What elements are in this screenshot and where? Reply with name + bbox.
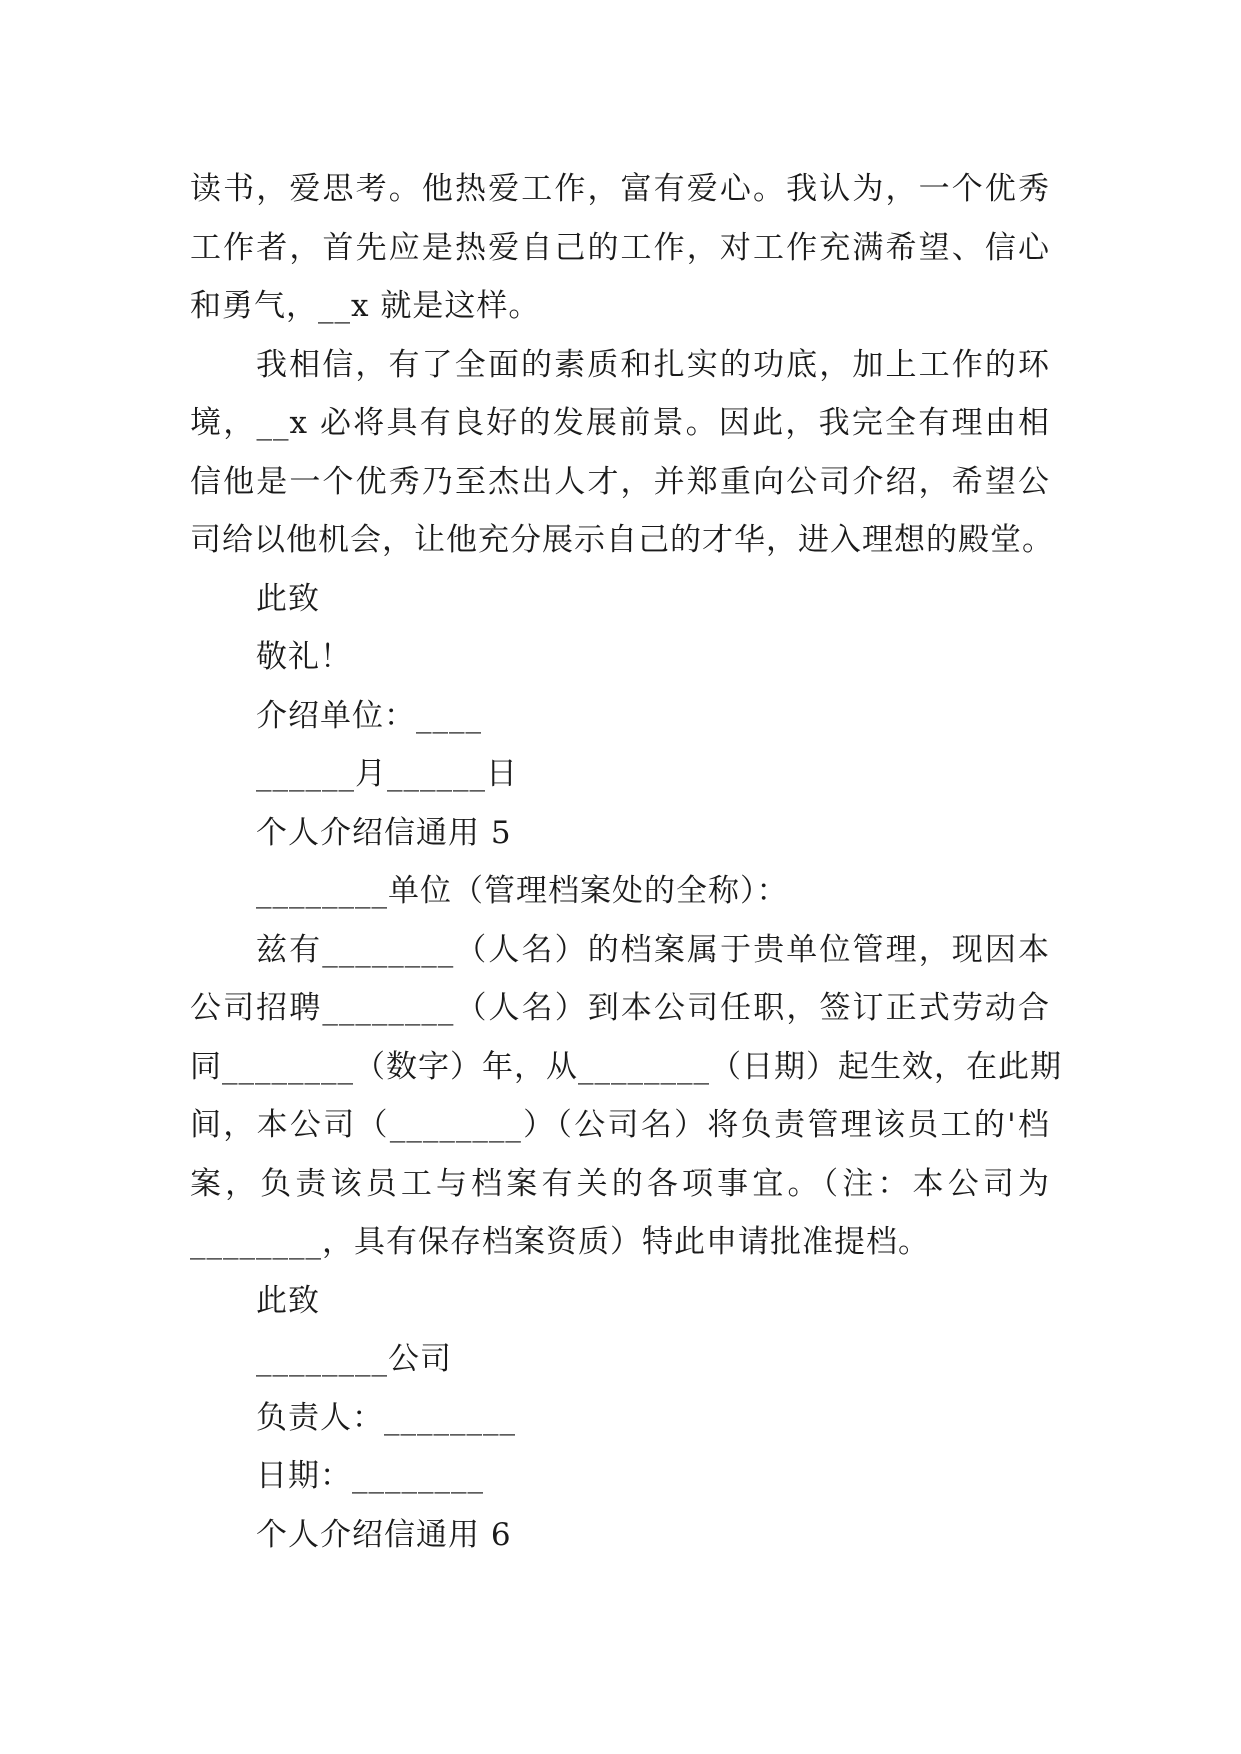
section-heading: 个人介绍信通用 5: [256, 814, 512, 851]
letter-date: 日期：________: [256, 1458, 484, 1494]
paragraph-line: 工作者，首先应是热爱自己的工作，对工作充满希望、信心: [190, 229, 1050, 266]
paragraph-line: 公司招聘________（人名）到本公司任职，签订正式劳动合: [190, 990, 1050, 1026]
paragraph-line: 和勇气，__x 就是这样。: [190, 288, 541, 324]
paragraph-line: 司给以他机会，让他充分展示自己的才华，进入理想的殿堂。: [190, 522, 1054, 558]
paragraph-line: 案，负责该员工与档案有关的各项事宜。（注：本公司为: [190, 1165, 1050, 1202]
person-in-charge: 负责人：________: [256, 1399, 516, 1436]
introducing-unit: 介绍单位：____: [256, 697, 482, 734]
paragraph-line: 我相信，有了全面的素质和扎实的功底，加上工作的环: [256, 346, 1050, 383]
document-content: [190, 160, 1062, 1564]
closing-salutation: 此致: [256, 1282, 320, 1319]
section-heading: 个人介绍信通用 6: [256, 1516, 512, 1553]
company-signature: ________公司: [256, 1341, 452, 1377]
closing-date: ______月______日: [256, 756, 518, 792]
paragraph-line: ________，具有保存档案资质）特此申请批准提档。: [190, 1224, 930, 1260]
paragraph-line: 间，本公司（________）（公司名）将负责管理该员工的'档: [190, 1107, 1050, 1143]
letter-addressee: ________单位（管理档案处的全称）：: [256, 873, 789, 909]
closing-regards: 敬礼！: [256, 639, 352, 675]
paragraph-line: 兹有________（人名）的档案属于贵单位管理，现因本: [256, 931, 1050, 968]
paragraph-line: 境，__x 必将具有良好的发展前景。因此，我完全有理由相: [190, 405, 1050, 441]
paragraph-line: 同________（数字）年，从________（日期）起生效，在此期: [190, 1048, 1062, 1085]
paragraph-line: 读书，爱思考。他热爱工作，富有爱心。我认为，一个优秀: [190, 171, 1050, 207]
closing-salutation: 此致: [256, 580, 320, 617]
paragraph-line: 信他是一个优秀乃至杰出人才，并郑重向公司介绍，希望公: [190, 463, 1050, 500]
